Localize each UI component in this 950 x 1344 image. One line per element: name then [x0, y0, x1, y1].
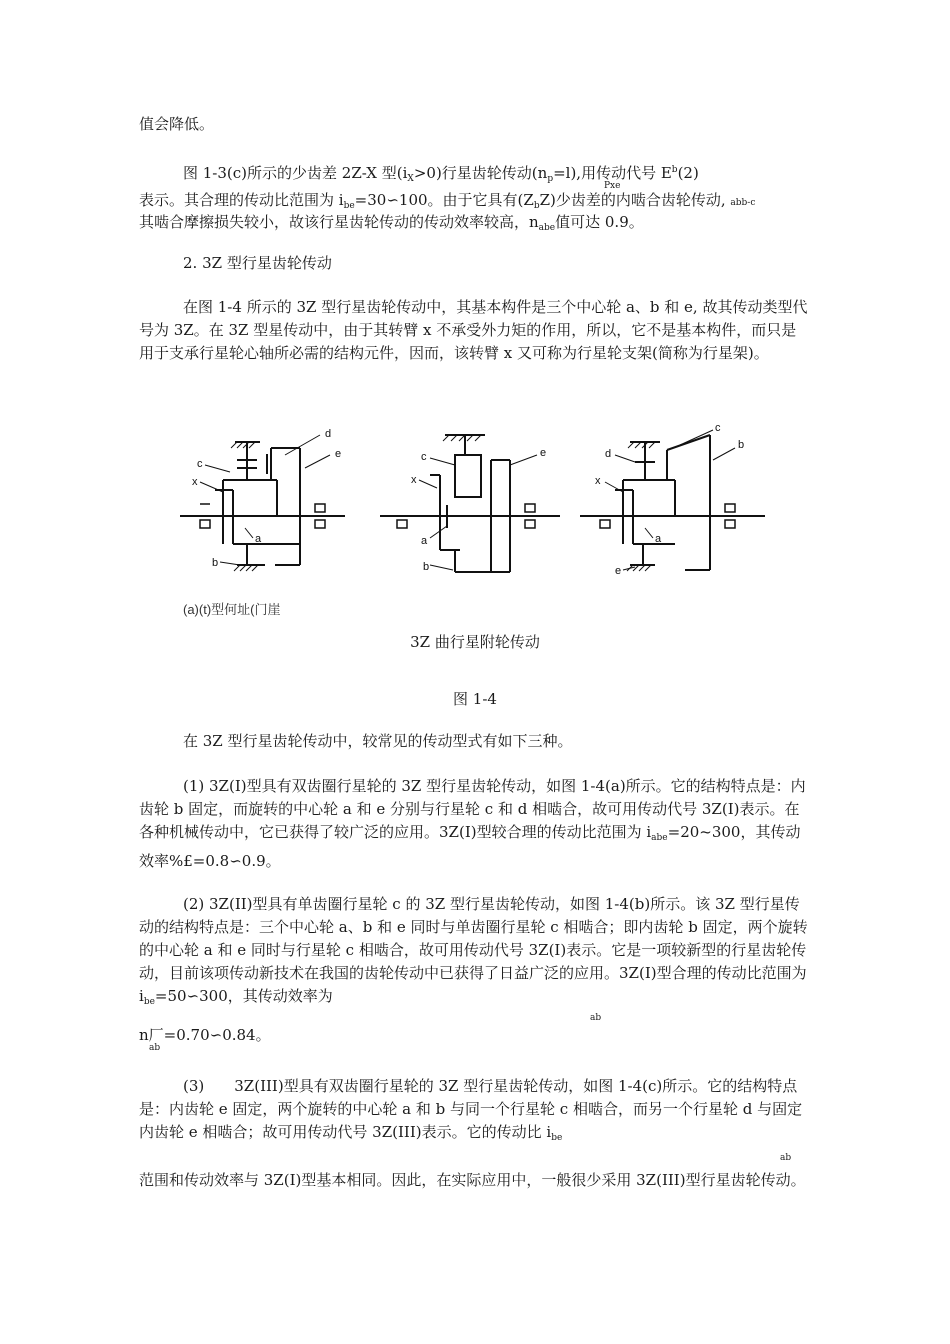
eta-value-line: n厂=0.70∽0.84。	[139, 1026, 271, 1044]
paragraph-type-3-cont: 范围和传动效率与 3Z(I)型基本相同。因此，在实际应用中，一般很少采用 3Z(III)型行星齿轮传动。	[139, 1171, 806, 1189]
diagram-b	[380, 435, 560, 573]
paragraph-continuation: 值会降低。	[139, 115, 215, 133]
label-b-x: x	[411, 474, 417, 486]
label-b-c: c	[421, 451, 427, 463]
label-a-a: a	[255, 533, 262, 545]
eta-superscript-ab: ab	[590, 1013, 602, 1023]
label-a-e: e	[335, 448, 342, 460]
label-a-b: b	[212, 557, 219, 569]
label-c-d: d	[605, 448, 612, 460]
subscript-pxe: Pxe	[604, 181, 621, 191]
paragraph-type-3: (3) 3Z(III)型具有双齿圈行星轮的 3Z 型行星齿轮传动，如图 1-4(c)所示。它的结构特点是：内齿轮 e 固定，两个旋转的中心轮 a 和 b 与同一个行星轮 c 相啮合，而另一个行星轮 d 与固定内齿轮 e 相啮合；故可用传动代号 3Z(III)表示。它的传动比 $i_{be}$	[139, 1077, 803, 1143]
ratio-superscript-ab: ab	[780, 1153, 792, 1163]
paragraph-2zx-cont2: 其啮合摩擦损失较小，故该行星齿轮传动的传动效率较高，$n_{abe}$值可达 0.9。	[139, 213, 644, 233]
diagram-a	[180, 428, 345, 571]
figure-caption-title: 3Z 曲行星附轮传动	[410, 633, 540, 651]
paragraph-three-types: 在 3Z 型行星齿轮传动中，较常见的传动型式有如下三种。	[183, 732, 573, 750]
paragraph-2zx: 图 1-3(c)所示的少齿差 2Z-X 型$(i_X>0)$行星齿轮传动$(n_p=l)$,用传动代号 $E^b(2)$	[183, 164, 699, 184]
diagram-c	[580, 422, 765, 577]
label-c-b: b	[738, 439, 745, 451]
label-a-d: d	[325, 428, 332, 440]
figure-sublabels: (a)(t)型何址(门崖	[183, 602, 281, 617]
gear-diagram-figure	[175, 420, 775, 590]
label-c-a: a	[655, 533, 662, 545]
paragraph-3z-intro: 在图 1-4 所示的 3Z 型行星齿轮传动中，其基本构件是三个中心轮 a、b 和 e, 故其传动类型代号为 3Z。在 3Z 型星传动中，由于其转臂 x 不承受外力矩的作用，所以，它不是基本构件，而只是用于支承行星轮心轴所必需的结构元件，因而，该转臂 x 又可称为行星轮支架(简称为行星架)。	[139, 298, 808, 362]
label-a-c: c	[197, 458, 203, 470]
section-heading: 2. 3Z 型行星齿轮传动	[183, 254, 332, 272]
figure-caption-number: 图 1-4	[453, 690, 497, 708]
label-b-a: a	[421, 535, 428, 547]
label-c-c: c	[715, 422, 721, 434]
label-b-e: e	[540, 447, 547, 459]
label-b-b: b	[423, 561, 430, 573]
eta-subscript-ab: ab	[149, 1043, 161, 1053]
label-c-x: x	[595, 475, 601, 487]
label-a-x: x	[192, 476, 198, 488]
paragraph-type-1: (1) 3Z(I)型具有双齿圈行星轮的 3Z 型行星齿轮传动，如图 1-4(a)所示。它的结构特点是：内齿轮 b 固定，而旋转的中心轮 a 和 e 分别与行星轮 c 和 d 相啮合，故可用传动代号 3Z(I)表示。在各种机械传动中，它已获得了较广泛的应用。3Z(I)型较合理的传动比范围为 $i_{abe}=20\sim 300$，其传动效率%£=0.8∽0.9。	[139, 777, 806, 870]
paragraph-type-2: (2) 3Z(II)型具有单齿圈行星轮 c 的 3Z 型行星齿轮传动，如图 1-4(b)所示。该 3Z 型行星传动的结构特点是：三个中心轮 a、b 和 e 同时与单齿圈行星轮 c 相啮合；即内齿轮 b 固定，两个旋转的中心轮 a 和 e 同时与行星轮 c 相啮合，故可用传动代号 3Z(I)表示。它是一项较新型的行星齿轮传动，目前该项传动新技术在我国的齿轮传动中已获得了日益广泛的应用。3Z(I)型合理的传动比范围为 $i_{be}=50∽300$，其传动效率为	[139, 895, 808, 1007]
paragraph-2zx-cont: 表示。其合理的传动比范围为 $i_{be}=30∽100$。由于它具有$(Z_bZ)$少齿差的内啮合齿轮传动, abb-c	[139, 191, 756, 211]
label-c-e: e	[615, 565, 622, 577]
